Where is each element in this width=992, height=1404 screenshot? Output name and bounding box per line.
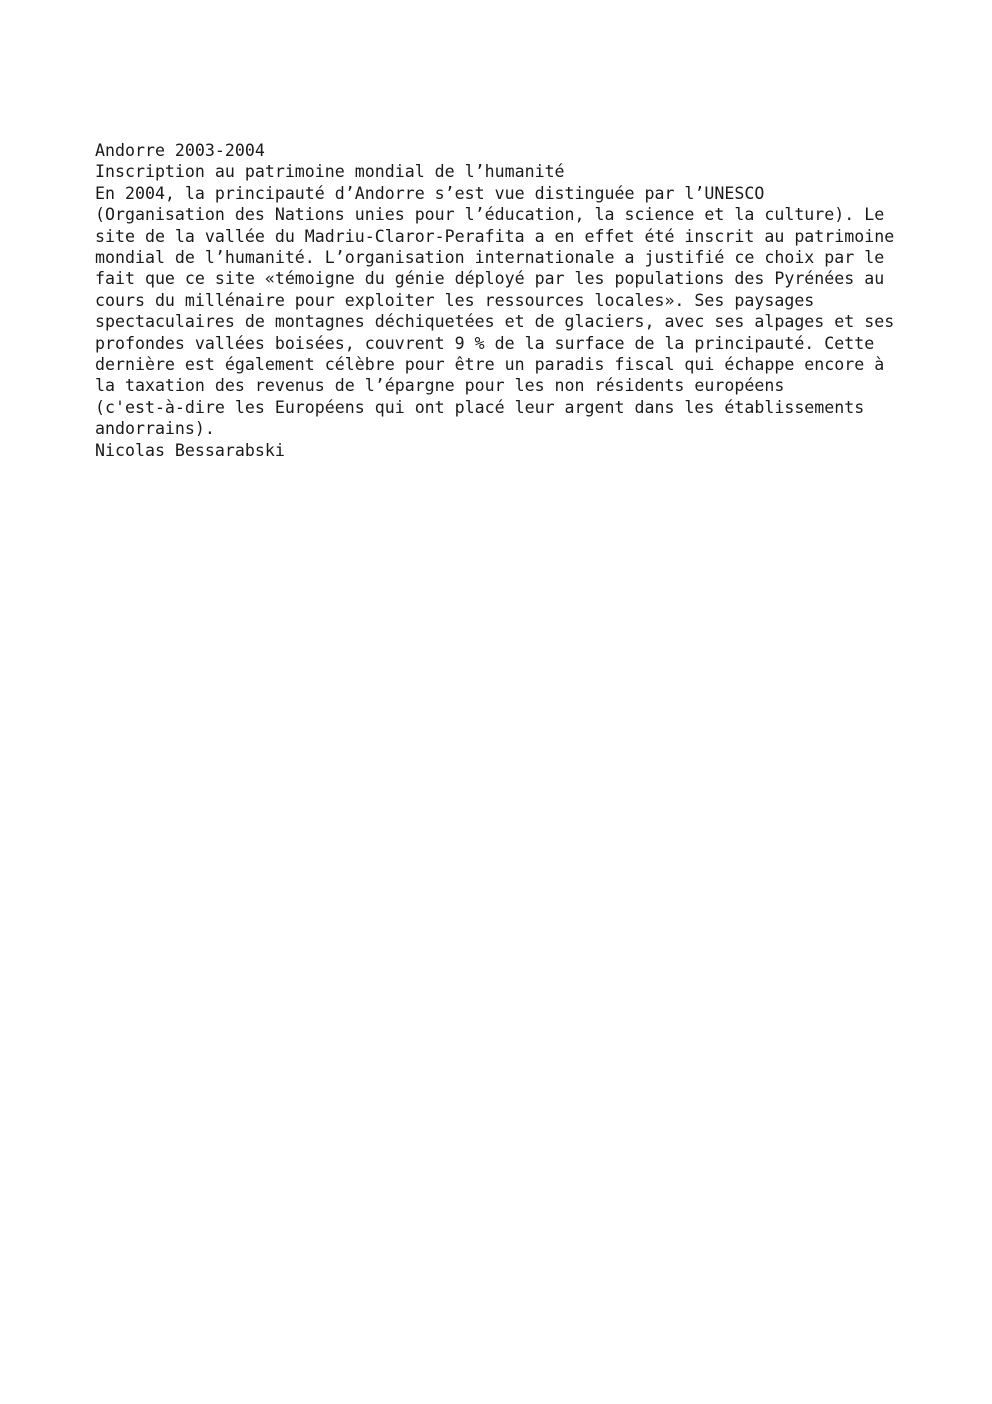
body-line: spectaculaires de montagnes déchiquetées et de glaciers, avec ses alpages et ses	[95, 312, 895, 332]
body-line: andorrains).	[95, 419, 215, 439]
document-text	[95, 140, 915, 461]
document-subtitle: Inscription au patrimoine mondial de l’humanité	[95, 162, 565, 182]
document-author: Nicolas Bessarabski	[95, 440, 285, 460]
document-title: Andorre 2003-2004	[95, 141, 265, 160]
body-line: site de la vallée du Madriu-Claror-Perafita a en effet été inscrit au patrimoine	[95, 226, 895, 246]
body-line: mondial de l’humanité. L’organisation internationale a justifié ce choix par le	[95, 248, 885, 268]
body-line: fait que ce site «témoigne du génie déployé par les populations des Pyrénées au	[95, 269, 885, 289]
body-line: profondes vallées boisées, couvrent 9 % de la surface de la principauté. Cette	[95, 333, 875, 353]
body-line: dernière est également célèbre pour être un paradis fiscal qui échappe encore à	[95, 355, 885, 375]
body-line: la taxation des revenus de l’épargne pour les non résidents européens	[95, 376, 785, 396]
body-line: (c'est-à-dire les Européens qui ont placé leur argent dans les établissements	[95, 397, 865, 417]
body-line: cours du millénaire pour exploiter les ressources locales». Ses paysages	[95, 290, 815, 310]
body-line: (Organisation des Nations unies pour l’éducation, la science et la culture). Le	[95, 205, 885, 225]
body-line: En 2004, la principauté d’Andorre s’est vue distinguée par l’UNESCO	[95, 183, 765, 203]
